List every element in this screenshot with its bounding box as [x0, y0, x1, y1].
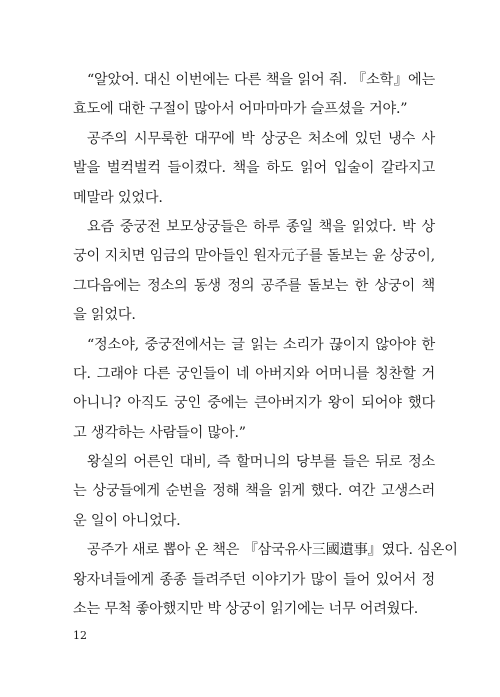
text-line: 공주가 새로 뽑아 온 책은 『삼국유사三國遺事』였다. 심온이	[87, 542, 458, 559]
body-text	[73, 66, 458, 624]
text-line: “정소야, 중궁전에서는 글 읽는 소리가 끊이지 않아야 한	[87, 336, 435, 353]
page-number: 12	[73, 629, 87, 642]
text-line: 고 생각하는 사람들이 많아.”	[73, 424, 246, 441]
text-line: 운 일이 아니었다.	[73, 512, 181, 529]
text-line: 공주의 시무룩한 대꾸에 박 상궁은 처소에 있던 냉수 사	[87, 130, 435, 147]
text-line: 아니니? 아직도 궁인 중에는 큰아버지가 왕이 되어야 했다	[73, 395, 435, 412]
text-line: 다. 그래야 다른 궁인들이 네 아버지와 어머니를 칭찬할 거	[73, 365, 435, 382]
text-line: 왕실의 어른인 대비, 즉 할머니의 당부를 들은 뒤로 정소	[87, 454, 435, 471]
text-line: 궁이 지치면 임금의 맏아들인 원자元子를 돌보는 윤 상궁이,	[73, 248, 435, 265]
text-line: 발을 벌컥벌컥 들이켰다. 책을 하도 읽어 입술이 갈라지고	[73, 160, 435, 177]
text-line: 그다음에는 정소의 동생 정의 공주를 돌보는 한 상궁이 책	[73, 277, 435, 294]
text-line: 요즘 중궁전 보모상궁들은 하루 종일 책을 읽었다. 박 상	[87, 218, 435, 235]
text-line: 효도에 대한 구절이 많아서 어마마마가 슬프셨을 거야.”	[73, 101, 408, 118]
text-line: 메말라 있었다.	[73, 189, 163, 206]
text-line: 는 상궁들에게 순번을 정해 책을 읽게 했다. 여간 고생스러	[73, 483, 435, 500]
text-line: 을 읽었다.	[73, 307, 136, 324]
text-line: 왕자녀들에게 종종 들려주던 이야기가 많이 들어 있어서 정	[73, 571, 435, 588]
text-line: 소는 무척 좋아했지만 박 상궁이 읽기에는 너무 어려웠다.	[73, 601, 419, 618]
text-line: “알았어. 대신 이번에는 다른 책을 읽어 줘. 『소학』에는	[87, 72, 435, 88]
